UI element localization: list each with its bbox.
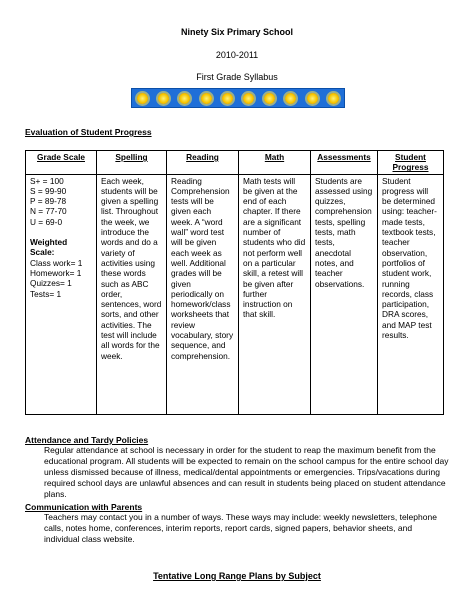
weight-line: Class work= 1	[30, 257, 83, 268]
student-progress-cell: Student progress will be determined using: teacher-made tests, textbook tests, teacher observation, portfolios of student work, running records, class participation, DRA scores, and MAP test results.	[378, 174, 444, 414]
column-header: Grade Scale	[26, 151, 97, 175]
grade-line: N = 77-70	[30, 206, 67, 217]
sun-icon	[137, 93, 148, 104]
table-row	[26, 174, 444, 414]
column-header: Assessments	[311, 151, 378, 175]
grade-line: P = 89-78	[30, 196, 67, 207]
sun-icon	[243, 93, 254, 104]
long-range-plans-heading: Tentative Long Range Plans by Subject	[153, 571, 321, 581]
reading-cell: Reading Comprehension tests will be given each week. A “word wall” word test will be given each week as well. Additional grades will be given periodically on homework/class worksheets that review vocabulary, story sequence, and comprehension.	[167, 174, 239, 414]
communication-heading: Communication with Parents	[25, 502, 143, 512]
column-header: Math	[239, 151, 311, 175]
sun-icon	[264, 93, 275, 104]
grade-line: S = 99-90	[30, 185, 67, 196]
sun-icon	[201, 93, 212, 104]
communication-body: Teachers may contact you in a number of ways. These ways may include: weekly newsletters, telephone calls, notes home, conferences, interim reports, report cards, signed papers, behavior sheets, and individual class website.	[44, 512, 437, 544]
grade-line: U = 69-0	[30, 216, 63, 227]
sun-icon	[307, 93, 318, 104]
school-years: 2010-2011	[215, 50, 259, 60]
weight-line: Tests= 1	[30, 288, 62, 299]
grade-line: S+ = 100	[30, 175, 64, 186]
spelling-cell: Each week, students will be given a spelling list. Throughout the week, we introduce the words and do a variety of activities using these words such as ABC order, sentences, word sorts, and other activities. The test will include all words for the week.	[97, 174, 167, 414]
weight-line: Quizzes= 1	[30, 278, 72, 289]
sun-icon	[285, 93, 296, 104]
attendance-body: Regular attendance at school is necessary in order for the student to reap the maximum benefit from the educational program. All students will be expected to remain on the school campus for the entire school day unless dismissed because of illness, medical/dental appointments or emergencies. Trips/vacations during required school days are unlawful absences and can result in students being placed on student attendance plans.	[44, 445, 449, 499]
math-cell: Math tests will be given at the end of each chapter. If there are a significant number of students who did not perform well on a particular skill, a retest will be given after further instruction on that skill.	[239, 174, 311, 414]
attendance-heading: Attendance and Tardy Policies	[25, 435, 149, 445]
sun-icon	[222, 93, 233, 104]
evaluation-heading: Evaluation of Student Progress	[25, 127, 152, 137]
assessments-cell: Students are assessed using quizzes, comprehension tests, spelling tests, math tests, anecdotal notes, and teacher observations.	[311, 174, 378, 414]
sun-icon	[328, 93, 339, 104]
syllabus-title: First Grade Syllabus	[196, 72, 278, 82]
sun-banner	[131, 88, 345, 108]
column-header: Student Progress	[378, 151, 444, 175]
weighted-scale-label: Weighted Scale:	[30, 237, 68, 258]
school-name: Ninety Six Primary School	[180, 27, 294, 37]
weight-line: Homework= 1	[30, 267, 82, 278]
grade-scale-cell	[26, 174, 97, 414]
evaluation-table	[25, 150, 444, 415]
table-header-row	[26, 151, 444, 175]
sun-icon	[179, 93, 190, 104]
sun-icon	[158, 93, 169, 104]
column-header: Reading	[167, 151, 239, 175]
column-header: Spelling	[97, 151, 167, 175]
